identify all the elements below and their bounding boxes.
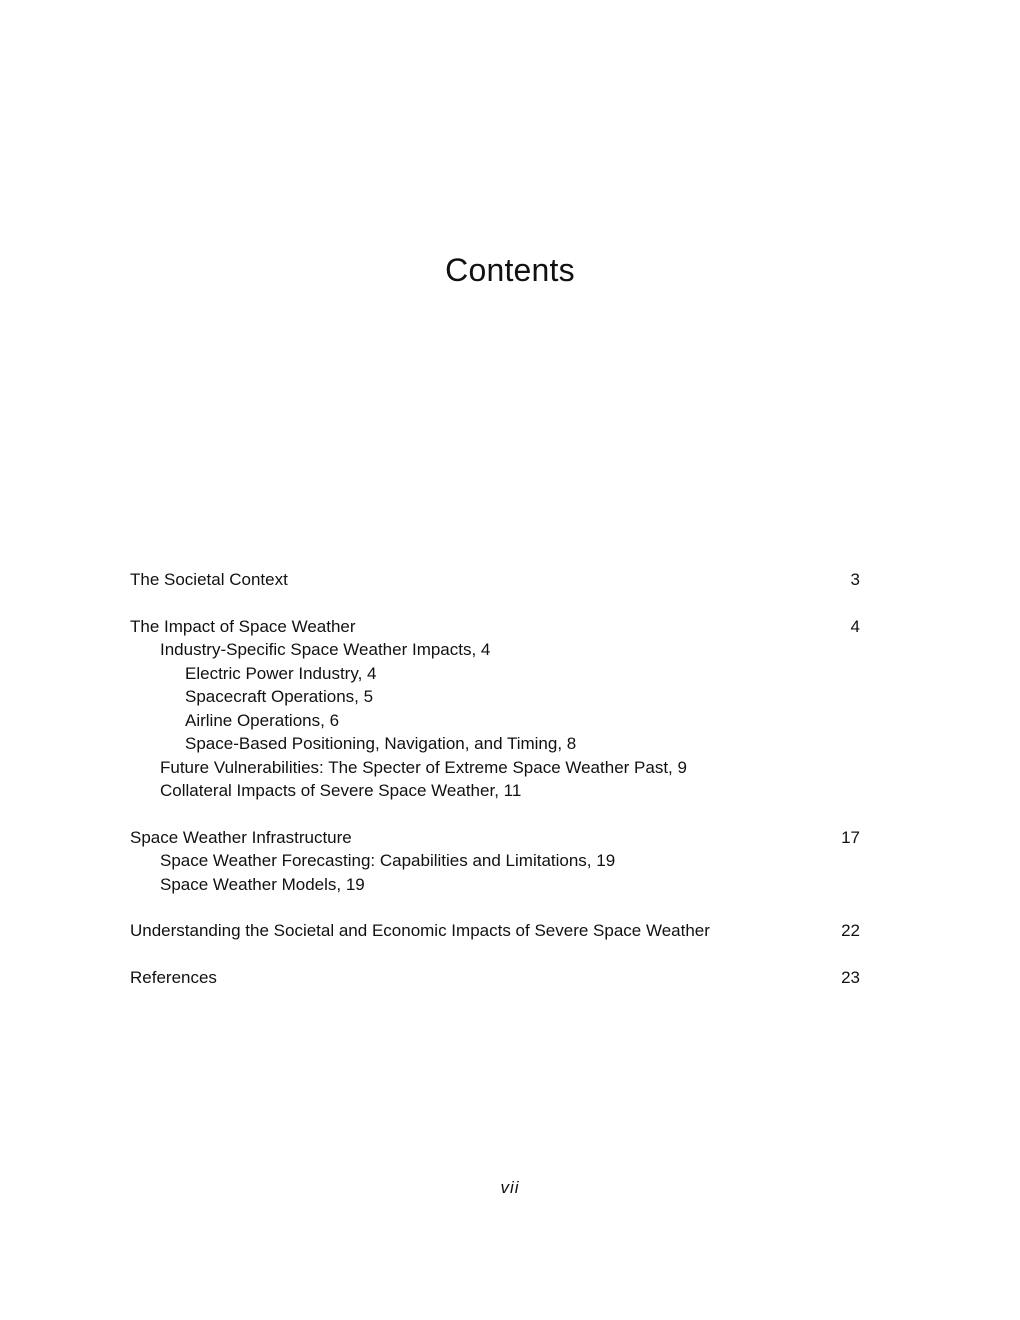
toc-entry-page-number: 3 [850,570,860,589]
toc-entry-label: Space Weather Infrastructure [130,827,352,847]
toc-subentry-label: Collateral Impacts of Severe Space Weather, 11 [160,781,522,800]
page-title: Contents [445,252,575,288]
toc-subsubentry-label: Space-Based Positioning, Navigation, and Timing, 8 [185,734,577,753]
toc-entry-label: The Impact of Space Weather [130,616,356,636]
toc-subentry[interactable] [130,779,860,803]
toc-entry[interactable] [130,568,860,592]
toc-subentry-label: Industry-Specific Space Weather Impacts, 4 [160,640,491,659]
toc-entry[interactable] [130,966,860,990]
toc-entry-page-number: 22 [841,921,860,940]
toc-subentry[interactable] [130,873,860,897]
toc-subentry-label: Future Vulnerabilities: The Specter of Extreme Space Weather Past, 9 [160,757,687,777]
toc-section-impact-of-space-weather [130,615,860,803]
table-of-contents [130,568,860,1012]
toc-subsubentry[interactable] [130,732,860,756]
toc-subsubentry-label: Spacecraft Operations, 5 [185,687,374,706]
toc-section-societal-economic-impacts [130,919,860,943]
toc-entry-label: References [130,967,217,987]
toc-section-space-weather-infrastructure [130,826,860,897]
page-folio: vii [500,1178,520,1197]
toc-entry[interactable] [130,826,860,850]
toc-subsubentry[interactable] [130,662,860,686]
toc-entry-page-number: 4 [850,616,860,636]
toc-entry-page-number: 17 [841,827,860,847]
toc-entry-label: Understanding the Societal and Economic Impacts of Severe Space Weather [130,921,710,940]
toc-subsubentry[interactable] [130,709,860,733]
toc-entry-label: The Societal Context [130,570,288,589]
toc-subentry[interactable] [130,756,860,780]
toc-subsubentry[interactable] [130,685,860,709]
toc-section-references [130,966,860,990]
toc-subsubentry-label: Airline Operations, 6 [185,710,340,730]
toc-subsubentry-label: Electric Power Industry, 4 [185,663,377,683]
toc-subentry-label: Space Weather Forecasting: Capabilities and Limitations, 19 [160,851,616,870]
toc-entry[interactable] [130,615,860,639]
toc-subentry[interactable] [130,849,860,873]
toc-entry[interactable] [130,919,860,943]
toc-subentry-label: Space Weather Models, 19 [160,874,365,894]
toc-section-societal-context [130,568,860,592]
toc-entry-page-number: 23 [841,967,860,987]
toc-subentry[interactable] [130,638,860,662]
